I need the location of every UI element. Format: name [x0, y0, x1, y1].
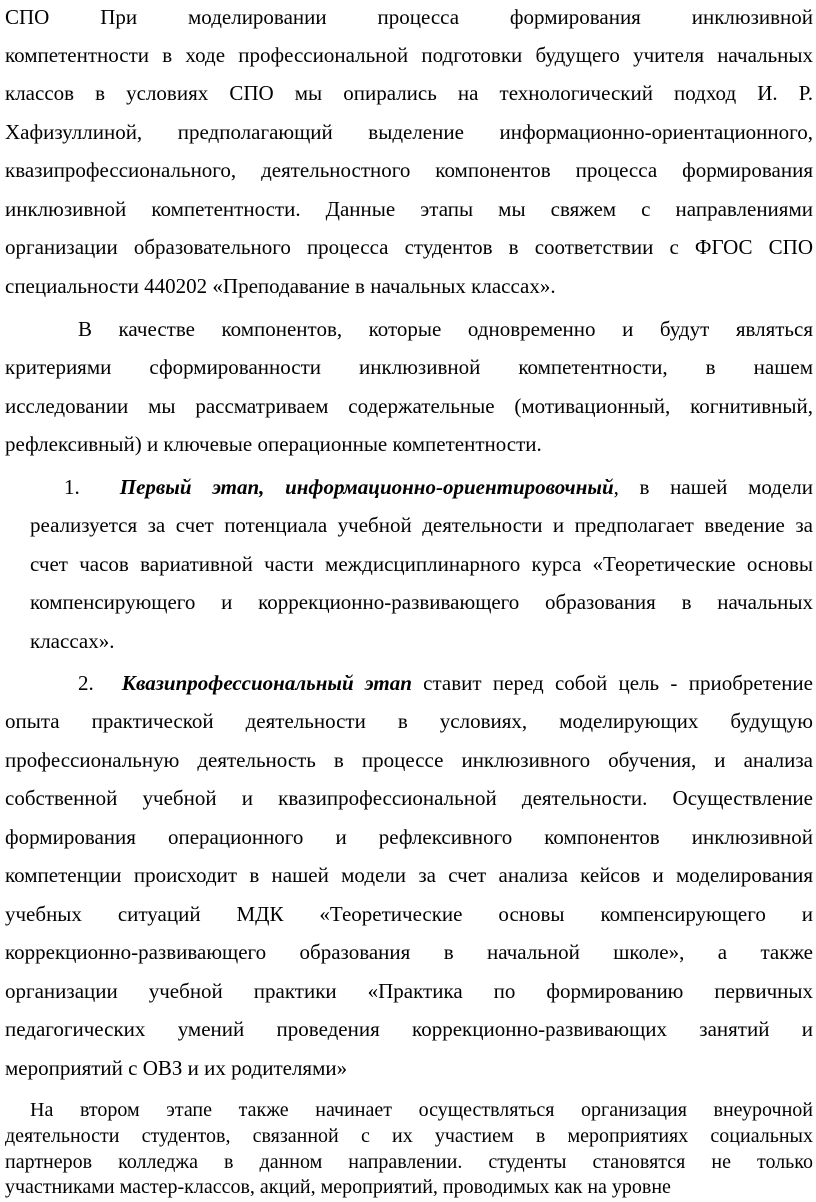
stage-term: Квазипрофессиональный этап [121, 671, 412, 695]
text-line: мероприятий с ОВЗ и их родителями» [5, 1056, 348, 1080]
text-line: Хафизуллиной, предполагающий выделение информационно-ориентационного, [5, 120, 813, 144]
text-line: коррекционно-развивающего образования в начальной школе», а также [5, 940, 813, 964]
text-line: инклюзивной компетентности. Данные этапы мы свяжем с направлениями [5, 197, 813, 221]
text-line: На втором этапе также начинает осуществляться организация внеурочной [30, 1099, 813, 1121]
list-item-first-line [64, 474, 813, 500]
text-line: деятельности студентов, связанной с их участием в мероприятиях социальных [5, 1125, 813, 1147]
text-line: исследовании мы рассматриваем содержательные (мотивационный, когнитивный, [5, 394, 813, 418]
text-line: учебных ситуаций МДК «Теоретические основы компенсирующего и [5, 902, 813, 926]
text-line: компетентности в ходе профессиональной подготовки будущего учителя начальных [5, 43, 813, 67]
text-line: СПО При моделировании процесса формирования инклюзивной [5, 5, 813, 29]
text-line: профессиональную деятельность в процессе инклюзивного обучения, и анализа [5, 748, 813, 772]
text-line: педагогических умений проведения коррекционно-развивающих занятий и [5, 1017, 813, 1041]
text-line: формирования операционного и рефлексивного компонентов инклюзивной [5, 825, 813, 849]
text-line: рефлексивный) и ключевые операционные компетентности. [5, 432, 542, 456]
text-line: партнеров колледжа в данном направлении. студенты становятся не только [5, 1151, 813, 1173]
text-line: реализуется за счет потенциала учебной деятельности и предполагает введение за [30, 513, 813, 537]
list-number: 1. [64, 475, 80, 499]
text-line: классах». [30, 629, 115, 653]
text-line: В качестве компонентов, которые одновременно и будут являться [78, 317, 813, 341]
list-number: 2. [78, 671, 94, 695]
text-line: участниками мастер-классов, акций, мероприятий, проводимых как на уровне [5, 1176, 671, 1198]
list-item-first-line [78, 670, 813, 696]
text-line: собственной учебной и квазипрофессиональной деятельности. Осуществление [5, 786, 813, 810]
text-line: организации учебной практики «Практика по формированию первичных [5, 979, 813, 1003]
text-line: классов в условиях СПО мы опирались на технологический подход И. Р. [5, 81, 813, 105]
text-span: ставит перед собой цель - приобретение [411, 671, 813, 695]
text-line: счет часов вариативной части междисциплинарного курса «Теоретические основы [30, 552, 813, 576]
text-line: организации образовательного процесса студентов в соответствии с ФГОС СПО [5, 235, 813, 259]
text-line: критериями сформированности инклюзивной компетентности, в нашем [5, 355, 813, 379]
text-line: компенсирующего и коррекционно-развивающего образования в начальных [30, 590, 813, 614]
text-line: специальности 440202 «Преподавание в начальных классах». [5, 274, 556, 298]
text-line: опыта практической деятельности в условиях, моделирующих будущую [5, 709, 813, 733]
text-line: компетенции происходит в нашей модели за счет анализа кейсов и моделирования [5, 863, 813, 887]
text-line: квазипрофессионального, деятельностного компонентов процесса формирования [5, 158, 813, 182]
text-span: , в нашей модели [613, 475, 813, 499]
stage-term: Первый этап, информационно-ориентировочный [119, 475, 614, 499]
